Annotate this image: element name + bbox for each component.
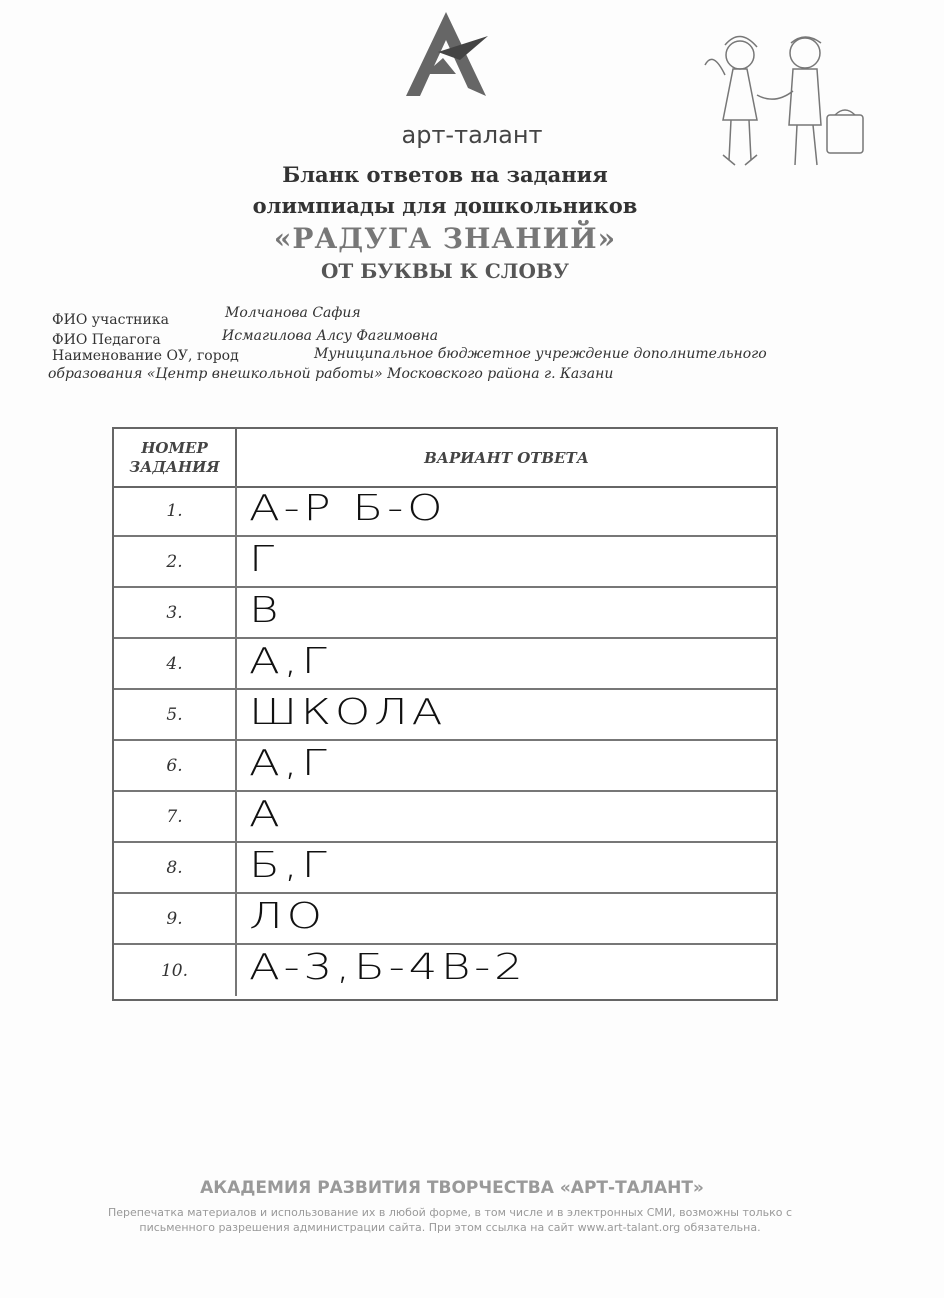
participant-label: ФИО участника bbox=[52, 312, 169, 328]
table-row bbox=[114, 486, 776, 537]
children-illustration bbox=[695, 25, 875, 175]
column-header-answer: ВАРИАНТ ОТВЕТА bbox=[424, 448, 589, 467]
handwritten-answer: А-Р Б-О bbox=[249, 488, 447, 529]
handwritten-answer: А,Г bbox=[249, 641, 331, 682]
table-row bbox=[114, 894, 776, 945]
task-number: 7. bbox=[114, 792, 237, 841]
handwritten-answer: А,Г bbox=[249, 743, 331, 784]
task-number: 5. bbox=[114, 690, 237, 739]
task-number: 6. bbox=[114, 741, 237, 790]
school-label: Наименование ОУ, город bbox=[52, 348, 239, 364]
handwritten-answer: ШКОЛА bbox=[249, 692, 447, 733]
table-row bbox=[114, 588, 776, 639]
handwritten-answer: Г bbox=[249, 539, 278, 580]
task-number: 10. bbox=[114, 945, 237, 996]
task-number: 1. bbox=[114, 486, 237, 535]
form-title: Бланк ответов на задания bbox=[282, 162, 608, 187]
table-row bbox=[114, 843, 776, 894]
table-row bbox=[114, 792, 776, 843]
answers-table bbox=[112, 427, 778, 1001]
form-subtitle: олимпиады для дошкольников bbox=[252, 193, 638, 218]
handwritten-answer: А-3,Б-4В-2 bbox=[249, 947, 527, 988]
column-header-number: НОМЕР ЗАДАНИЯ bbox=[114, 429, 237, 486]
school-value-line1: Муниципальное бюджетное учреждение дополнительного bbox=[314, 346, 767, 362]
table-row bbox=[114, 690, 776, 741]
task-number: 4. bbox=[114, 639, 237, 688]
art-talant-logo bbox=[398, 8, 494, 118]
task-number: 2. bbox=[114, 537, 237, 586]
participant-value: Молчанова Сафия bbox=[225, 305, 361, 321]
table-header bbox=[114, 429, 776, 488]
handwritten-answer: А bbox=[249, 794, 284, 835]
task-number: 3. bbox=[114, 588, 237, 637]
olympiad-name: «РАДУГА ЗНАНИЙ» bbox=[273, 222, 617, 255]
teacher-value: Исмагилова Алсу Фагимовна bbox=[222, 328, 439, 344]
table-row bbox=[114, 639, 776, 690]
copyright-note: Перепечатка материалов и использование их в любой форме, в том числе и в электронных СМИ, возможны только с письменного разрешения администрации сайта. При этом ссылка на сайт www.art-talant.org обязательна. bbox=[107, 1206, 793, 1234]
table-row bbox=[114, 537, 776, 588]
academy-name: АКАДЕМИЯ РАЗВИТИЯ ТВОРЧЕСТВА «АРТ-ТАЛАНТ» bbox=[200, 1178, 704, 1198]
table-row bbox=[114, 945, 776, 996]
task-number: 8. bbox=[114, 843, 237, 892]
teacher-label: ФИО Педагога bbox=[52, 332, 161, 348]
brand-name: арт-талант bbox=[401, 121, 543, 149]
school-value-line2: образования «Центр внешкольной работы» Московского района г. Казани bbox=[48, 366, 614, 382]
handwritten-answer: Б,Г bbox=[249, 845, 331, 886]
handwritten-answer: В bbox=[249, 590, 283, 631]
olympiad-subject: ОТ БУКВЫ К СЛОВУ bbox=[321, 259, 569, 283]
handwritten-answer: ЛО bbox=[249, 896, 326, 937]
table-row bbox=[114, 741, 776, 792]
task-number: 9. bbox=[114, 894, 237, 943]
